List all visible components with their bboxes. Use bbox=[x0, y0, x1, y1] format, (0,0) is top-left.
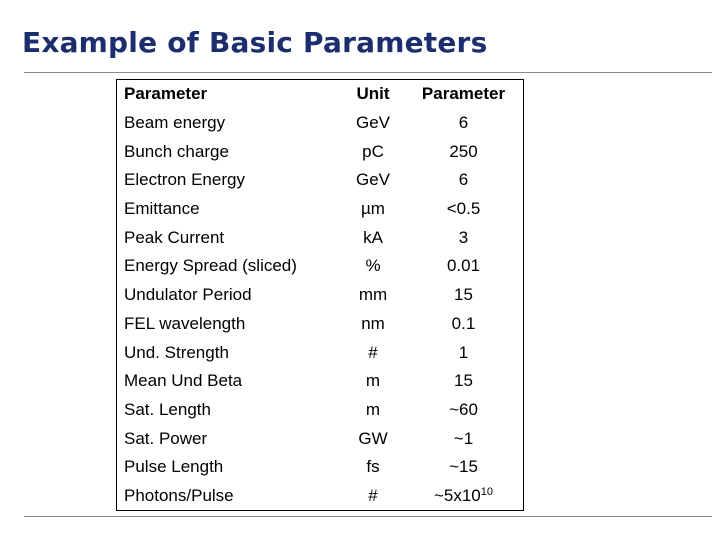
parameter-name-cell: Peak Current bbox=[124, 227, 225, 247]
value-cell: 1 bbox=[458, 342, 469, 362]
unit-cell: % bbox=[365, 256, 381, 276]
unit-cell: m bbox=[365, 399, 381, 419]
unit-cell: m bbox=[365, 371, 381, 391]
table-header-row bbox=[117, 80, 523, 109]
value-cell bbox=[404, 482, 523, 511]
parameter-name-cell: Sat. Length bbox=[124, 399, 211, 419]
value-cell: 15 bbox=[454, 285, 473, 305]
table-row bbox=[117, 310, 523, 339]
unit-cell: # bbox=[368, 342, 378, 362]
header-value: Parameter bbox=[421, 84, 506, 104]
parameter-name-cell: Sat. Power bbox=[124, 428, 208, 448]
footer-divider bbox=[24, 516, 712, 517]
parameter-name-cell: Beam energy bbox=[124, 113, 226, 133]
unit-cell: kA bbox=[363, 227, 383, 247]
title-divider bbox=[24, 72, 712, 73]
value-base: ~5x10 bbox=[433, 485, 481, 505]
unit-cell: µm bbox=[361, 199, 385, 219]
parameter-name-cell: Energy Spread (sliced) bbox=[124, 256, 297, 276]
table-row bbox=[117, 223, 523, 252]
unit-cell: mm bbox=[358, 285, 388, 305]
value-cell: 6 bbox=[458, 170, 469, 190]
parameter-name-cell: Undulator Period bbox=[124, 285, 252, 305]
value-cell: 0.01 bbox=[446, 256, 481, 276]
unit-cell: fs bbox=[366, 457, 380, 477]
value-cell: 15 bbox=[454, 371, 473, 391]
value-cell: 3 bbox=[458, 227, 469, 247]
table-row bbox=[117, 166, 523, 195]
value-cell: <0.5 bbox=[446, 199, 481, 219]
table-row bbox=[117, 195, 523, 224]
value-cell: ~60 bbox=[449, 399, 478, 419]
table-row bbox=[117, 453, 523, 482]
table-row bbox=[117, 424, 523, 453]
unit-cell: pC bbox=[362, 141, 384, 161]
parameter-name-cell: Pulse Length bbox=[124, 457, 224, 477]
table-row bbox=[117, 396, 523, 425]
value-cell: 250 bbox=[449, 141, 478, 161]
parameter-name-cell: FEL wavelength bbox=[124, 313, 246, 333]
parameters-table bbox=[117, 80, 523, 510]
header-unit: Unit bbox=[356, 84, 390, 104]
value-cell: 6 bbox=[458, 113, 469, 133]
table-row bbox=[117, 482, 523, 511]
slide-title: Example of Basic Parameters bbox=[22, 26, 488, 59]
table-row bbox=[117, 281, 523, 310]
value-cell: 0.1 bbox=[451, 313, 476, 333]
unit-cell: GW bbox=[358, 428, 388, 448]
value-exponent: 10 bbox=[480, 485, 494, 498]
table-row bbox=[117, 252, 523, 281]
unit-cell: nm bbox=[361, 313, 385, 333]
parameter-name-cell: Emittance bbox=[124, 199, 200, 219]
header-parameter: Parameter bbox=[124, 84, 208, 104]
value-cell: ~15 bbox=[449, 457, 478, 477]
table-row bbox=[117, 137, 523, 166]
unit-cell: GeV bbox=[355, 113, 391, 133]
unit-cell: # bbox=[368, 485, 378, 505]
unit-cell: GeV bbox=[355, 170, 391, 190]
table-row bbox=[117, 109, 523, 138]
parameters-table-frame bbox=[116, 79, 524, 511]
parameter-name-cell: Bunch charge bbox=[124, 141, 229, 161]
parameter-name-cell: Electron Energy bbox=[124, 170, 245, 190]
parameter-name-cell: Und. Strength bbox=[124, 342, 229, 362]
table-row bbox=[117, 367, 523, 396]
parameter-name-cell: Mean Und Beta bbox=[124, 371, 243, 391]
table-row bbox=[117, 338, 523, 367]
parameter-name-cell: Photons/Pulse bbox=[124, 485, 234, 505]
table-body bbox=[117, 109, 523, 511]
value-cell: ~1 bbox=[453, 428, 474, 448]
